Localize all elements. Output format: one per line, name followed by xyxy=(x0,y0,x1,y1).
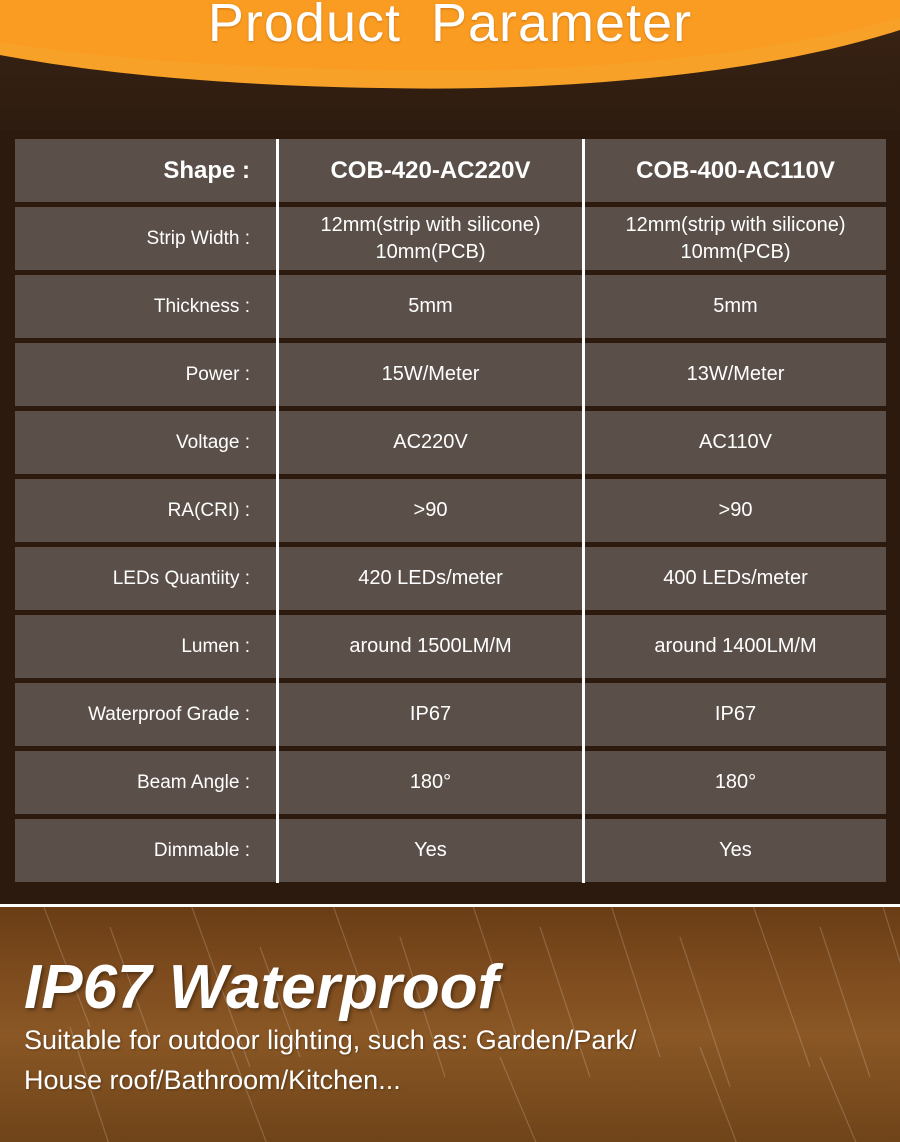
value-line: 12mm(strip with silicone) xyxy=(625,213,846,236)
model-b-value: IP67 xyxy=(585,683,886,746)
model-b-header: COB-400-AC110V xyxy=(585,139,886,202)
row-label: Waterproof Grade : xyxy=(15,683,276,746)
row-label: Dimmable : xyxy=(15,819,276,882)
waterproof-section xyxy=(0,907,900,1142)
model-b-value xyxy=(585,207,886,270)
waterproof-title: IP67 Waterproof xyxy=(24,953,499,1022)
model-b-value: >90 xyxy=(585,479,886,542)
shape-label: Shape : xyxy=(15,139,276,202)
page-title: Product Parameter xyxy=(207,0,693,53)
row-label: LEDs Quantiity : xyxy=(15,547,276,610)
model-b-value: Yes xyxy=(585,819,886,882)
column-separator xyxy=(276,139,279,883)
table-header-row xyxy=(15,139,886,202)
row-label: Voltage : xyxy=(15,411,276,474)
table-row xyxy=(15,275,886,338)
row-label: RA(CRI) : xyxy=(15,479,276,542)
value-line: 10mm(PCB) xyxy=(375,240,486,263)
row-label: Strip Width : xyxy=(15,207,276,270)
model-a-value: around 1500LM/M xyxy=(279,615,582,678)
model-b-value: around 1400LM/M xyxy=(585,615,886,678)
table-row xyxy=(15,819,886,882)
model-b-value: 400 LEDs/meter xyxy=(585,547,886,610)
model-b-value: AC110V xyxy=(585,411,886,474)
table-row xyxy=(15,479,886,542)
model-a-value: 5mm xyxy=(279,275,582,338)
model-a-value: 180° xyxy=(279,751,582,814)
model-a-value: IP67 xyxy=(279,683,582,746)
table-row xyxy=(15,343,886,406)
model-b-value: 5mm xyxy=(585,275,886,338)
row-label: Thickness : xyxy=(15,275,276,338)
table-row xyxy=(15,683,886,746)
row-label: Power : xyxy=(15,343,276,406)
table-row xyxy=(15,207,886,270)
waterproof-description-line: Suitable for outdoor lighting, such as: Garden/Park/ xyxy=(24,1025,637,1055)
model-a-value xyxy=(279,207,582,270)
value-line: 12mm(strip with silicone) xyxy=(320,213,541,236)
table-row xyxy=(15,615,886,678)
model-a-value: >90 xyxy=(279,479,582,542)
table-row xyxy=(15,411,886,474)
column-separator xyxy=(582,139,585,883)
table-row xyxy=(15,751,886,814)
model-a-value: 15W/Meter xyxy=(279,343,582,406)
header-section xyxy=(0,0,900,130)
value-line: 10mm(PCB) xyxy=(680,240,791,263)
parameter-table xyxy=(15,139,886,883)
model-a-value: AC220V xyxy=(279,411,582,474)
row-label: Beam Angle : xyxy=(15,751,276,814)
model-b-value: 13W/Meter xyxy=(585,343,886,406)
model-a-value: 420 LEDs/meter xyxy=(279,547,582,610)
row-label: Lumen : xyxy=(15,615,276,678)
model-b-value: 180° xyxy=(585,751,886,814)
table-row xyxy=(15,547,886,610)
model-a-header: COB-420-AC220V xyxy=(279,139,582,202)
model-a-value: Yes xyxy=(279,819,582,882)
waterproof-description-line: House roof/Bathroom/Kitchen... xyxy=(24,1065,401,1095)
